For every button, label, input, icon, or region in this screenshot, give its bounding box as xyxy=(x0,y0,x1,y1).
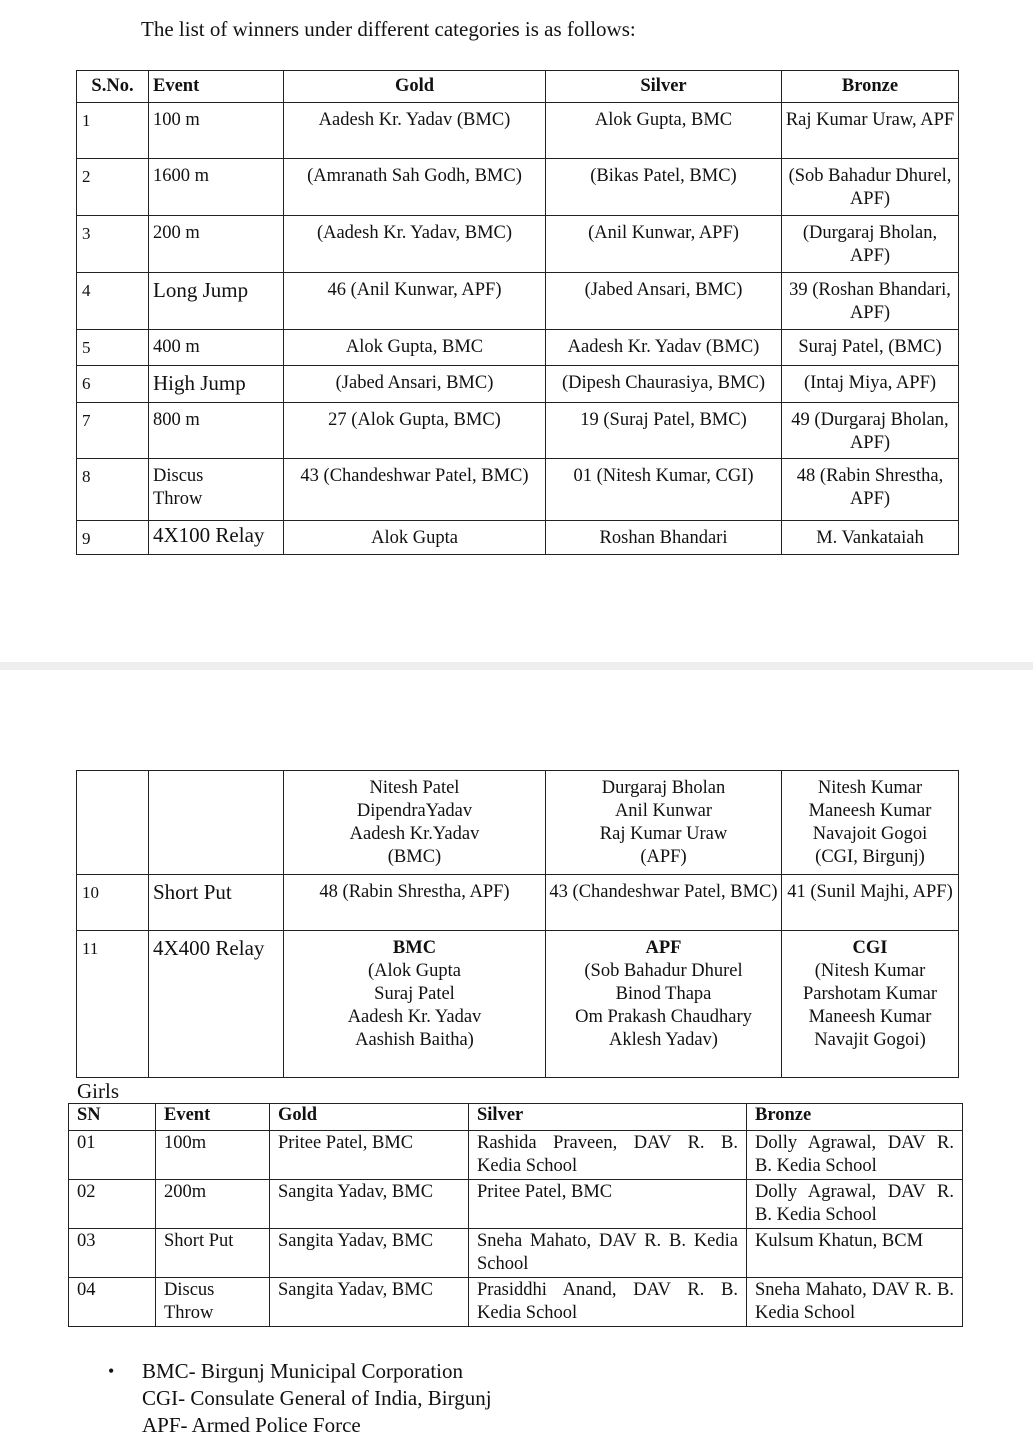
team-member: (Nitesh Kumar xyxy=(814,961,926,981)
row-silver: (Jabed Ansari, BMC) xyxy=(546,273,782,330)
row-event: 1600 m xyxy=(149,159,284,216)
row-sno xyxy=(77,771,149,875)
row-sno: 10 xyxy=(77,875,149,931)
team-name: (APF) xyxy=(640,847,687,867)
row-bronze: 49 (Durgaraj Bholan, APF) xyxy=(782,403,959,459)
table-row xyxy=(69,1278,963,1327)
row-event: Discus Throw xyxy=(156,1278,270,1327)
team-name: CGI xyxy=(852,938,888,958)
row-sn: 01 xyxy=(69,1131,156,1180)
row-event: 400 m xyxy=(149,330,284,366)
row-sn: 04 xyxy=(69,1278,156,1327)
header-silver: Silver xyxy=(546,71,782,103)
row-silver: 43 (Chandeshwar Patel, BMC) xyxy=(546,875,782,931)
team-member: Suraj Patel xyxy=(374,984,455,1004)
row-silver: Roshan Bhandari xyxy=(546,521,782,555)
team-member: Aashish Baitha) xyxy=(355,1030,474,1050)
team-name: (CGI, Birgunj) xyxy=(815,847,925,867)
team-member: Navajoit Gogoi xyxy=(812,824,928,844)
table-row xyxy=(69,1229,963,1278)
header-gold: Gold xyxy=(270,1104,469,1131)
row-sno: 1 xyxy=(77,103,149,159)
row-gold: Pritee Patel, BMC xyxy=(270,1131,469,1180)
team-member: Aadesh Kr.Yadav xyxy=(349,824,480,844)
table-row xyxy=(77,875,959,931)
row-sno: 4 xyxy=(77,273,149,330)
row-gold: Aadesh Kr. Yadav (BMC) xyxy=(284,103,546,159)
row-event: 100m xyxy=(156,1131,270,1180)
row-bronze: (Intaj Miya, APF) xyxy=(782,366,959,403)
row-silver: Alok Gupta, BMC xyxy=(546,103,782,159)
row-event: 100 m xyxy=(149,103,284,159)
row-silver: Aadesh Kr. Yadav (BMC) xyxy=(546,330,782,366)
header-sn: SN xyxy=(69,1104,156,1131)
header-bronze: Bronze xyxy=(782,71,959,103)
abbreviation-bmc: BMC- Birgunj Municipal Corporation xyxy=(142,1359,464,1383)
team-member: (Sob Bahadur Dhurel xyxy=(584,961,743,981)
team-member: Navajit Gogoi) xyxy=(814,1030,926,1050)
table-row xyxy=(77,159,959,216)
row-sn: 03 xyxy=(69,1229,156,1278)
table-row xyxy=(77,216,959,273)
team-member: Aklesh Yadav) xyxy=(609,1030,718,1050)
row-gold: Sangita Yadav, BMC xyxy=(270,1278,469,1327)
row-bronze: M. Vankataiah xyxy=(782,521,959,555)
row-silver: Sneha Mahato, DAV R. B. Kedia School xyxy=(469,1229,747,1278)
row-bronze: Sneha Mahato, DAV R. B. Kedia School xyxy=(747,1278,963,1327)
team-member: Nitesh Kumar xyxy=(817,778,923,798)
row-sno: 5 xyxy=(77,330,149,366)
table-header-row xyxy=(77,71,959,103)
row-bronze: 41 (Sunil Majhi, APF) xyxy=(782,875,959,931)
row-event: Short Put xyxy=(149,875,284,931)
team-member: Nitesh Patel xyxy=(369,778,460,798)
row-gold: (Amranath Sah Godh, BMC) xyxy=(284,159,546,216)
row-bronze: (Sob Bahadur Dhurel, APF) xyxy=(782,159,959,216)
table-row xyxy=(77,103,959,159)
team-member: Durgaraj Bholan xyxy=(601,778,726,798)
row-gold: Sangita Yadav, BMC xyxy=(270,1229,469,1278)
team-member: Parshotam Kumar xyxy=(802,984,938,1004)
row-gold: 46 (Anil Kunwar, APF) xyxy=(284,273,546,330)
row-sno: 2 xyxy=(77,159,149,216)
row-event: 200 m xyxy=(149,216,284,273)
bullet-icon: • xyxy=(108,1361,115,1381)
row-sno: 8 xyxy=(77,459,149,521)
table-row xyxy=(69,1131,963,1180)
row-gold: (Jabed Ansari, BMC) xyxy=(284,366,546,403)
row-bronze: (Durgaraj Bholan, APF) xyxy=(782,216,959,273)
team-member: Raj Kumar Uraw xyxy=(599,824,728,844)
row-gold: Alok Gupta, BMC xyxy=(284,330,546,366)
row-bronze xyxy=(782,931,959,1078)
row-bronze: 48 (Rabin Shrestha, APF) xyxy=(782,459,959,521)
row-sno: 7 xyxy=(77,403,149,459)
row-gold: (Aadesh Kr. Yadav, BMC) xyxy=(284,216,546,273)
table-row xyxy=(77,931,959,1078)
row-silver xyxy=(546,931,782,1078)
boys-results-table-continued xyxy=(76,770,959,1078)
page-separator xyxy=(0,662,1033,670)
row-silver: (Dipesh Chaurasiya, BMC) xyxy=(546,366,782,403)
row-silver: Prasiddhi Anand, DAV R. B. Kedia School xyxy=(469,1278,747,1327)
intro-text: The list of winners under different categories is as follows: xyxy=(141,17,636,41)
team-member: Maneesh Kumar xyxy=(808,801,932,821)
row-bronze: Kulsum Khatun, BCM xyxy=(747,1229,963,1278)
table-header-row xyxy=(69,1104,963,1131)
team-member: DipendraYadav xyxy=(356,801,473,821)
team-member: Maneesh Kumar xyxy=(808,1007,932,1027)
team-member: Aadesh Kr. Yadav xyxy=(347,1007,482,1027)
row-gold: Sangita Yadav, BMC xyxy=(270,1180,469,1229)
row-bronze: Dolly Agrawal, DAV R. B. Kedia School xyxy=(747,1180,963,1229)
row-bronze: 39 (Roshan Bhandari, APF) xyxy=(782,273,959,330)
row-sno: 11 xyxy=(77,931,149,1078)
boys-results-table xyxy=(76,70,959,555)
header-sno: S.No. xyxy=(77,71,149,103)
row-silver: Rashida Praveen, DAV R. B. Kedia School xyxy=(469,1131,747,1180)
girls-section-label: Girls xyxy=(77,1079,119,1103)
team-member: Anil Kunwar xyxy=(614,801,713,821)
row-silver: (Bikas Patel, BMC) xyxy=(546,159,782,216)
row-event: 4X400 Relay xyxy=(149,931,284,1078)
team-member: Om Prakash Chaudhary xyxy=(575,1007,752,1027)
row-gold: 27 (Alok Gupta, BMC) xyxy=(284,403,546,459)
table-row xyxy=(77,366,959,403)
row-gold xyxy=(284,931,546,1078)
row-gold: 48 (Rabin Shrestha, APF) xyxy=(284,875,546,931)
row-silver: (Anil Kunwar, APF) xyxy=(546,216,782,273)
row-event: Short Put xyxy=(156,1229,270,1278)
row-silver: Pritee Patel, BMC xyxy=(469,1180,747,1229)
team-name: (BMC) xyxy=(387,847,442,867)
row-event: 4X100 Relay xyxy=(149,521,284,555)
row-event: High Jump xyxy=(149,366,284,403)
header-gold: Gold xyxy=(284,71,546,103)
row-gold: Alok Gupta xyxy=(284,521,546,555)
row-bronze: Dolly Agrawal, DAV R. B. Kedia School xyxy=(747,1131,963,1180)
row-sno: 3 xyxy=(77,216,149,273)
row-event: Long Jump xyxy=(149,273,284,330)
row-sn: 02 xyxy=(69,1180,156,1229)
girls-results-table xyxy=(68,1103,963,1327)
row-gold: 43 (Chandeshwar Patel, BMC) xyxy=(284,459,546,521)
team-member: (Alok Gupta xyxy=(368,961,461,981)
header-silver: Silver xyxy=(469,1104,747,1131)
header-bronze: Bronze xyxy=(747,1104,963,1131)
team-member: Binod Thapa xyxy=(615,984,712,1004)
table-row xyxy=(77,330,959,366)
row-event: 800 m xyxy=(149,403,284,459)
header-event: Event xyxy=(149,71,284,103)
table-row xyxy=(77,521,959,555)
table-row xyxy=(77,403,959,459)
row-event xyxy=(149,771,284,875)
row-silver: 19 (Suraj Patel, BMC) xyxy=(546,403,782,459)
row-bronze: Suraj Patel, (BMC) xyxy=(782,330,959,366)
table-row xyxy=(77,273,959,330)
row-bronze: Raj Kumar Uraw, APF xyxy=(782,103,959,159)
abbreviation-apf: APF- Armed Police Force xyxy=(142,1413,361,1437)
row-silver: 01 (Nitesh Kumar, CGI) xyxy=(546,459,782,521)
table-row xyxy=(77,459,959,521)
abbreviation-list xyxy=(142,1358,742,1439)
team-name: BMC xyxy=(392,938,437,958)
row-event: 200m xyxy=(156,1180,270,1229)
row-sno: 6 xyxy=(77,366,149,403)
row-sno: 9 xyxy=(77,521,149,555)
abbreviation-cgi: CGI- Consulate General of India, Birgunj xyxy=(142,1386,492,1410)
row-event: Discus Throw xyxy=(149,459,284,521)
table-row xyxy=(77,771,959,875)
row-gold xyxy=(284,771,546,875)
table-row xyxy=(69,1180,963,1229)
row-silver xyxy=(546,771,782,875)
header-event: Event xyxy=(156,1104,270,1131)
team-name: APF xyxy=(645,938,682,958)
row-bronze xyxy=(782,771,959,875)
